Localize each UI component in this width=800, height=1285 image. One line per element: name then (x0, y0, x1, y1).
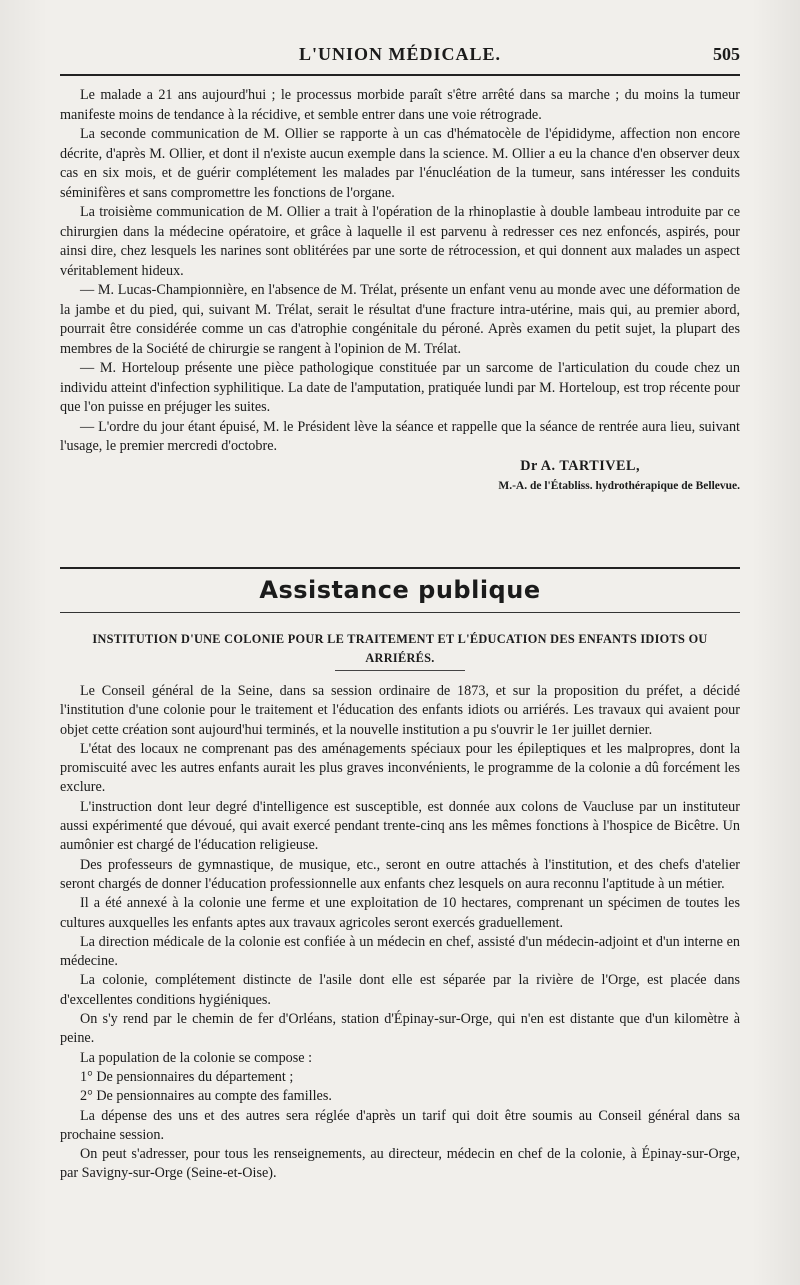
paragraph: On peut s'adresser, pour tous les renseignements, au directeur, médecin en chef de la colonie, à Épinay-sur-Orge, par Savigny-sur-Orge (Seine-et-Oise). (60, 1146, 740, 1182)
paragraph: — L'ordre du jour étant épuisé, M. le Président lève la séance et rappelle que la séance de rentrée aura lieu, suivant l'usage, le premier mercredi d'octobre. (60, 418, 740, 454)
paragraph: La population de la colonie se compose : (80, 1049, 313, 1066)
paragraph: — M. Lucas-Championnière, en l'absence de M. Trélat, présente un enfant venu au monde avec une déformation de la jambe et du pied, qui, suivant M. Trélat, serait le résultat d'une fracture intra-utérine, mais qui, au premier abord, pourrait être considérée comme un cas d'atrophie congénitale du péroné. Après examen du petit sujet, la plupart des membres de la Société de chirurgie se rangent à l'opinion de M. Trélat. (60, 282, 740, 357)
section-rule (60, 567, 740, 569)
section-title: Assistance publique (259, 576, 541, 604)
article-title: INSTITUTION D'UNE COLONIE POUR LE TRAITEMENT ET L'ÉDUCATION DES ENFANTS IDIOTS OU ARRIÉRÉS. (92, 632, 708, 665)
paragraph: La troisième communication de M. Ollier a trait à l'opération de la rhinoplastie à double lambeau introduite par ce chirurgien dans la médecine opératoire, et grâce à laquelle il est parvenu à redresser ces nez enfoncés, aspirés, pour ainsi dire, chez lesquels les narines sont oblitérées par une sorte de rétrocession, et qui donnent aux malades un aspect véritablement hideux. (60, 204, 740, 279)
signature (60, 457, 740, 477)
paragraph: — M. Horteloup présente une pièce pathologique constituée par un sarcome de l'articulation du coude chez un individu atteint d'infection syphilitique. La date de l'amputation, pratiquée lundi par M. Horteloup, est trop récente pour que l'on puisse en préjuger les suites. (60, 360, 740, 415)
paragraph: L'état des locaux ne comprenant pas des aménagements spéciaux pour les épileptiques et les malpropres, dont la promiscuité avec les autres enfants aurait les plus graves inconvénients, le programme de la colonie a dû forcément les exclure. (60, 740, 740, 796)
society-report (60, 86, 740, 496)
page-number: 505 (713, 44, 740, 64)
running-head (60, 44, 740, 70)
signature-institution: M.-A. de l'Établiss. hydrothérapique de Bellevue. (498, 480, 740, 492)
signature-name: Dr A. TARTIVEL, (520, 457, 640, 474)
paragraph: L'instruction dont leur degré d'intelligence est susceptible, est donnée aux colons de Vaucluse par un instituteur aussi expérimenté que dévoué, qui avait exercé pendant trente-cinq ans les mêmes fonctions à l'hospice de Bicêtre. Un aumônier est chargé de l'éducation religieuse. (60, 798, 740, 854)
header-rule (60, 74, 740, 76)
article-title-rule (335, 670, 465, 671)
list-item: 2° De pensionnaires au compte des familles. (80, 1088, 332, 1105)
paragraph: Le malade a 21 ans aujourd'hui ; le processus morbide paraît s'être arrêté dans sa marche ; du moins la tumeur manifeste moins de tendance à la récidive, et semble entrer dans une voie rétrograde. (60, 87, 740, 123)
journal-title: L'UNION MÉDICALE. (298, 44, 502, 64)
list-item: 1° De pensionnaires du département ; (80, 1068, 294, 1085)
paragraph: La seconde communication de M. Ollier se rapporte à un cas d'hématocèle de l'épididyme, affection non encore décrite, d'après M. Ollier, et dont il n'existe aucun exemple dans la science. M. Ollier a eu la chance d'en observer deux cas en six mois, et de guérir complétement les malades par l'énucléation de la tumeur, sans intéresser les conduits séminifères et sans compromettre les fonctions de l'organe. (60, 126, 740, 201)
paragraph: Le Conseil général de la Seine, dans sa session ordinaire de 1873, et sur la proposition du préfet, a décidé l'institution d'une colonie pour le traitement et l'éducation des enfants idiots ou arriérés. Les travaux qui avaient pour objet cette création sont aujourd'hui terminés, et la nouvelle institution a pu s'ouvrir le 1er juillet dernier. (60, 683, 740, 738)
paragraph: La colonie, complétement distincte de l'asile dont elle est séparée par la rivière de l'Orge, est placée dans d'excellentes conditions hygiéniques. (60, 972, 740, 1008)
paragraph: On s'y rend par le chemin de fer d'Orléans, station d'Épinay-sur-Orge, qui n'en est distante que d'un kilomètre à peine. (60, 1011, 740, 1047)
paragraph: Des professeurs de gymnastique, de musique, etc., seront en outre attachés à l'institution, et des chefs d'atelier seront chargés de donner l'éducation professionnelle aux enfants chez lesquels on aura reconnu l'aptitude à un métier. (60, 856, 740, 892)
paragraph: Il a été annexé à la colonie une ferme et une exploitation de 10 hectares, comprenant un spécimen de toutes les cultures auxquelles les enfants aptes aux travaux agricoles seront exercés graduellement. (60, 895, 740, 931)
section-underline (60, 612, 740, 613)
article-body (60, 682, 740, 1184)
paragraph: La dépense des uns et des autres sera réglée d'après un tarif qui doit être soumis au Conseil général dans sa prochaine session. (60, 1107, 740, 1143)
paragraph: La direction médicale de la colonie est confiée à un médecin en chef, assisté d'un médecin-adjoint et d'un interne en médecine. (60, 933, 740, 970)
